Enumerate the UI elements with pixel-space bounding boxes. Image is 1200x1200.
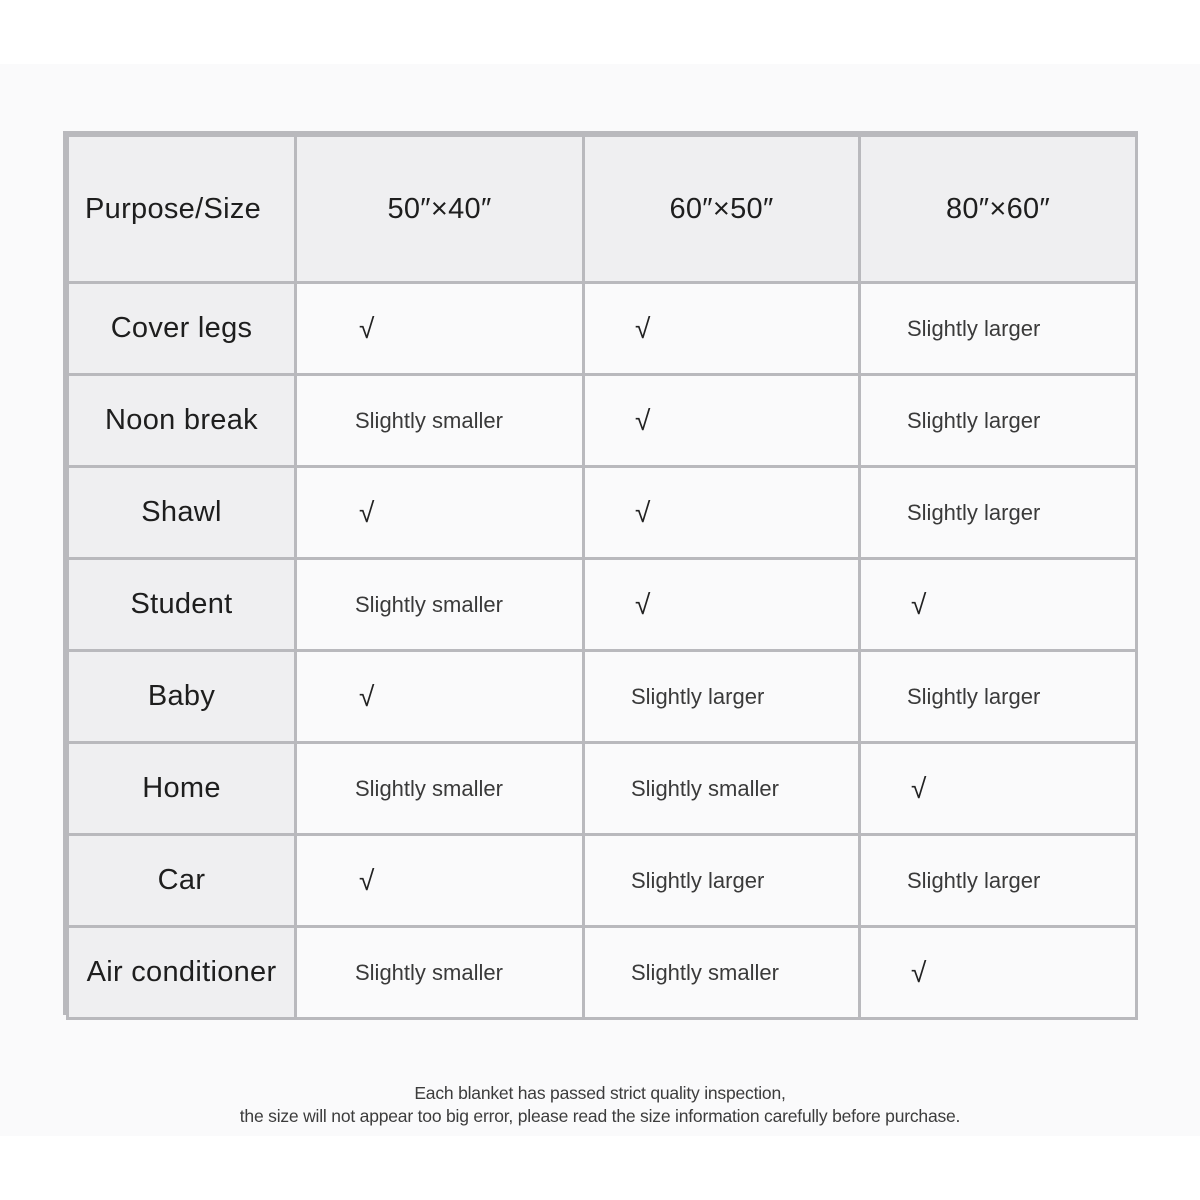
table-row [68, 651, 1137, 743]
cell-80x60: Slightly larger [860, 375, 1137, 467]
row-label: Cover legs [68, 283, 296, 375]
cell-80x60: Slightly larger [860, 835, 1137, 927]
row-label: Home [68, 743, 296, 835]
row-label: Shawl [68, 467, 296, 559]
quality-note [0, 1082, 1200, 1128]
cell-60x50-check-icon: √ [584, 375, 860, 467]
table-row [68, 559, 1137, 651]
table-row [68, 375, 1137, 467]
cell-80x60-check-icon: √ [860, 927, 1137, 1019]
row-label: Car [68, 835, 296, 927]
cell-60x50-check-icon: √ [584, 559, 860, 651]
cell-60x50: Slightly smaller [584, 927, 860, 1019]
quality-note-line-2: the size will not appear too big error, please read the size information carefully before purchase. [239, 1106, 961, 1126]
table-row [68, 743, 1137, 835]
cell-80x60-check-icon: √ [860, 743, 1137, 835]
quality-note-line-1: Each blanket has passed strict quality inspection, [414, 1083, 786, 1103]
cell-60x50-check-icon: √ [584, 467, 860, 559]
cell-60x50-check-icon: √ [584, 283, 860, 375]
cell-50x40: Slightly smaller [296, 743, 584, 835]
table-header-row [68, 136, 1137, 283]
cell-50x40: Slightly smaller [296, 375, 584, 467]
header-purpose-size: Purpose/Size [68, 136, 296, 283]
cell-80x60: Slightly larger [860, 651, 1137, 743]
header-size-80x60: 80″×60″ [860, 136, 1137, 283]
cell-50x40: Slightly smaller [296, 927, 584, 1019]
table-row [68, 467, 1137, 559]
cell-50x40: Slightly smaller [296, 559, 584, 651]
size-comparison-table [63, 131, 1138, 1015]
cell-50x40-check-icon: √ [296, 651, 584, 743]
cell-60x50: Slightly larger [584, 651, 860, 743]
cell-60x50: Slightly smaller [584, 743, 860, 835]
cell-50x40-check-icon: √ [296, 835, 584, 927]
cell-50x40-check-icon: √ [296, 467, 584, 559]
cell-60x50: Slightly larger [584, 835, 860, 927]
table-row [68, 283, 1137, 375]
row-label: Air conditioner [68, 927, 296, 1019]
cell-80x60: Slightly larger [860, 467, 1137, 559]
row-label: Student [68, 559, 296, 651]
header-size-60x50: 60″×50″ [584, 136, 860, 283]
cell-80x60-check-icon: √ [860, 559, 1137, 651]
row-label: Noon break [68, 375, 296, 467]
cell-80x60: Slightly larger [860, 283, 1137, 375]
cell-50x40-check-icon: √ [296, 283, 584, 375]
size-table [66, 134, 1138, 1020]
table-row [68, 927, 1137, 1019]
header-size-50x40: 50″×40″ [296, 136, 584, 283]
table-row [68, 835, 1137, 927]
row-label: Baby [68, 651, 296, 743]
